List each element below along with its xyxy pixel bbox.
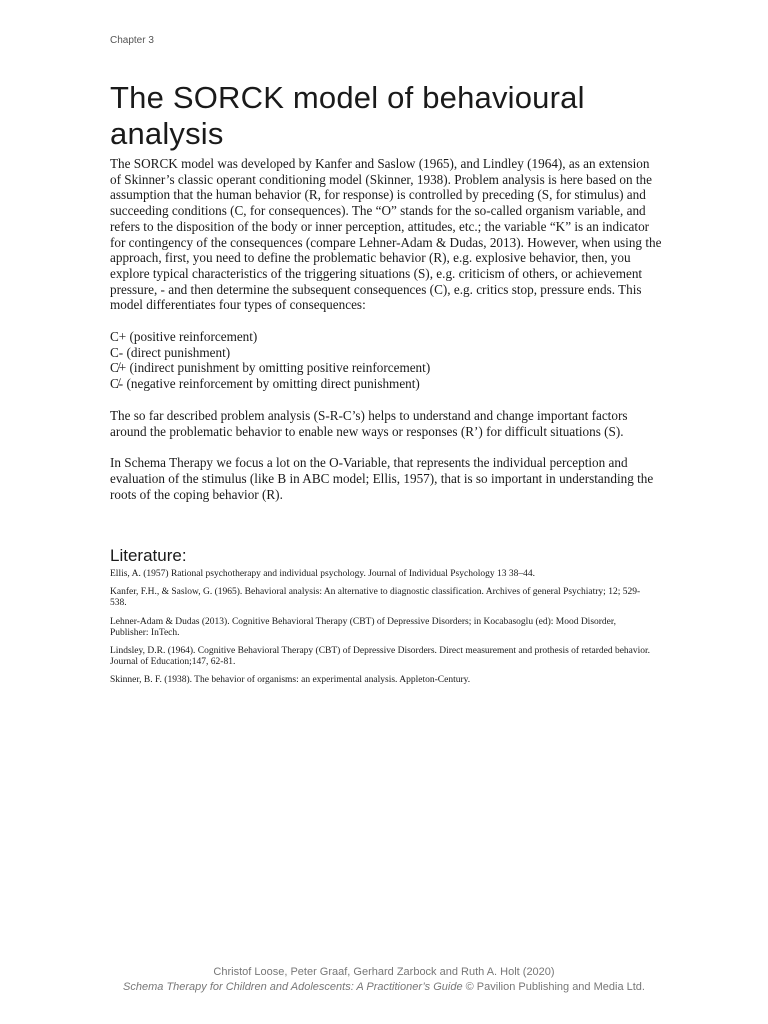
reference-item: Ellis, A. (1957) Rational psychotherapy and individual psychology. Journal of Individual Psychology 13 38–44. (110, 569, 535, 579)
footer-book-title: Schema Therapy for Children and Adolescents: A Practitioner’s Guide (123, 981, 463, 993)
reference-item: Kanfer, F.H., & Saslow, G. (1965). Behavioral analysis: An alternative to diagnostic classification. Archives of general Psychiatry; 12; 529-538. (110, 587, 641, 609)
footer-citation (0, 980, 768, 995)
body-text (110, 156, 662, 518)
paragraph-schema-therapy: In Schema Therapy we focus a lot on the O-Variable, that represents the individual perception and evaluation of the stimulus (like B in ABC model; Ellis, 1957), that is so important in understanding the roots of the coping behavior (R). (110, 455, 654, 502)
page-footer (0, 965, 768, 995)
consequence-item: C+ (positive reinforcement) (110, 329, 258, 345)
consequence-list (110, 329, 662, 392)
consequence-item: C̸- (negative reinforcement by omitting direct punishment) (110, 376, 420, 392)
footer-authors: Christof Loose, Peter Graaf, Gerhard Zarbock and Ruth A. Holt (2020) (213, 966, 555, 978)
page-title: The SORCK model of behavioural analysis (110, 80, 585, 151)
literature-list (110, 569, 655, 694)
reference-item: Lehner-Adam & Dudas (2013). Cognitive Behavioral Therapy (CBT) of Depressive Disorders; in Kocabasoglu (ed): Mood Disorder, Publisher: InTech. (110, 616, 617, 638)
literature-heading: Literature: (110, 546, 187, 565)
paragraph-problem-analysis: The so far described problem analysis (S-R-C’s) helps to understand and change important factors around the problematic behavior to enable new ways or responses (R’) for difficult situations (S). (110, 407, 628, 439)
consequence-item: C̸+ (indirect punishment by omitting positive reinforcement) (110, 360, 431, 376)
chapter-label: Chapter 3 (110, 35, 154, 46)
consequence-item: C- (direct punishment) (110, 344, 231, 360)
paragraph-intro: The SORCK model was developed by Kanfer and Saslow (1965), and Lindley (1964), as an extension of Skinner’s classic operant conditioning model (Skinner, 1938). Problem analysis is here based on the assumption that the human behavior (R, for response) is controlled by preceding (S, for stimulus) and succeeding conditions (C, for consequences). The “O” stands for the so-called organism variable, and refers to the disposition of the body or inner perception, attitudes, etc.; the variable “K” is an indicator for contingency of the consequences (compare Lehner-Adam & Dudas, 2013). However, when using the approach, first, you need to define the problematic behavior (R), e.g. explosive behavior, then, you explore typical characteristics of the triggering situations (S), e.g. criticism of others, or achievement pressure, - and then determine the subsequent consequences (C), e.g. critics stop, pressure ends. This model differentiates four types of consequences: (110, 156, 662, 313)
footer-publisher: © Pavilion Publishing and Media Ltd. (465, 981, 645, 993)
reference-item: Skinner, B. F. (1938). The behavior of organisms: an experimental analysis. Appleton-Century. (110, 675, 471, 686)
reference-item: Lindsley, D.R. (1964). Cognitive Behavioral Therapy (CBT) of Depressive Disorders. Direct measurement and prothesis of retarded behavior. Journal of Education;147, 62-81. (110, 646, 651, 668)
